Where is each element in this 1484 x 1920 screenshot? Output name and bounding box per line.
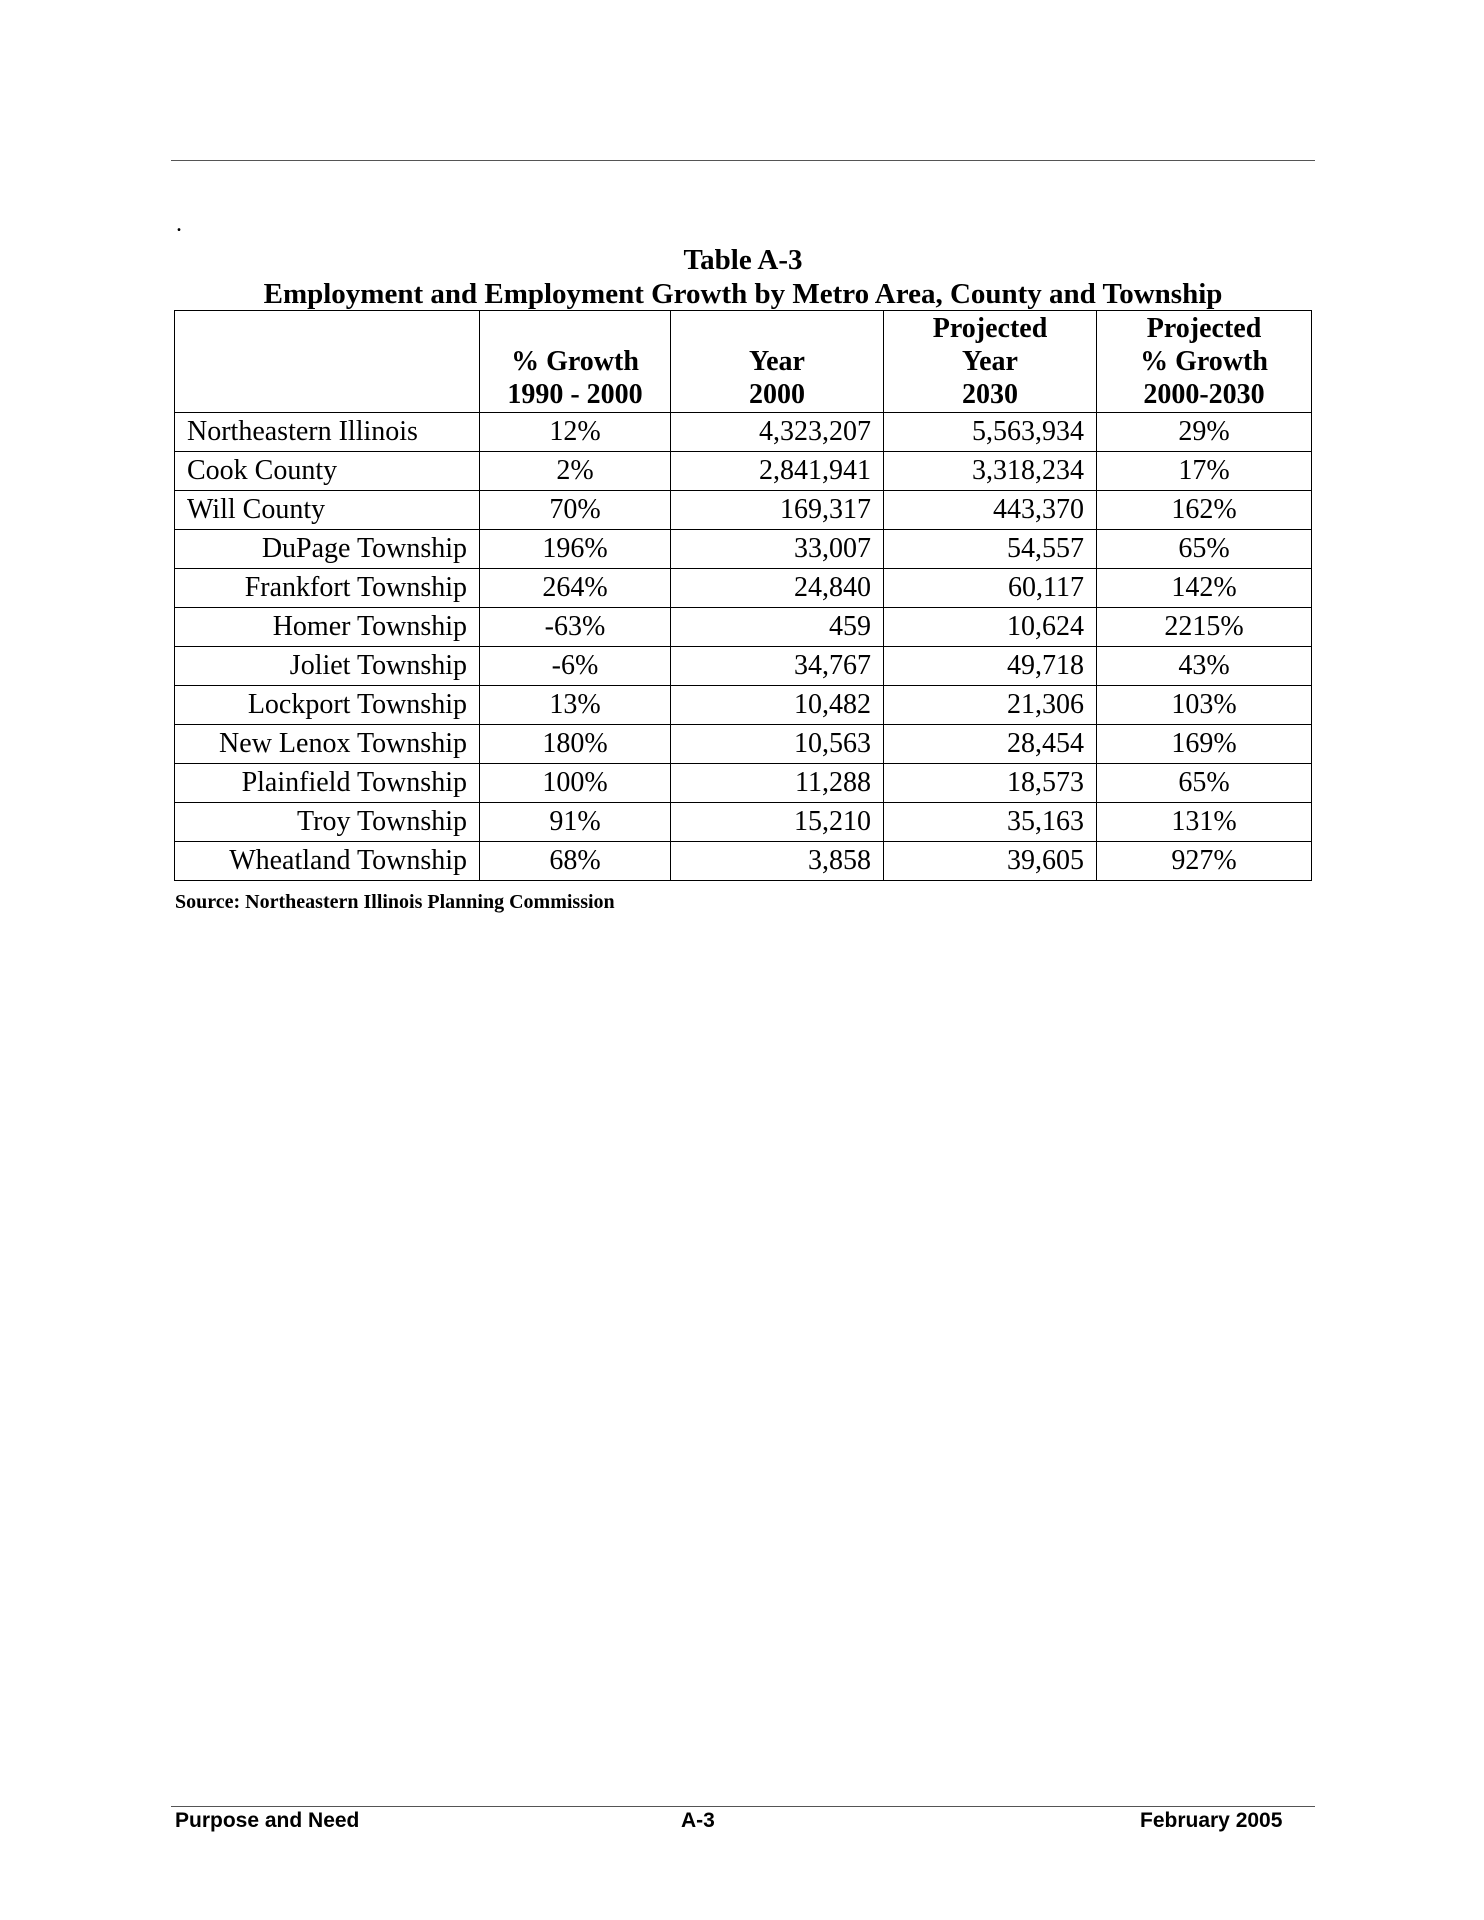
cell-growth-1990-2000: 91%	[480, 803, 671, 842]
cell-area-name: New Lenox Township	[175, 725, 480, 764]
cell-area-name: Plainfield Township	[175, 764, 480, 803]
cell-year-2000: 169,317	[671, 491, 884, 530]
table-row	[175, 452, 1312, 491]
table-body	[175, 413, 1312, 881]
cell-growth-1990-2000: 68%	[480, 842, 671, 881]
cell-growth-1990-2000: 100%	[480, 764, 671, 803]
cell-area-name: Lockport Township	[175, 686, 480, 725]
cell-growth-2000-2030: 29%	[1097, 413, 1312, 452]
cell-year-2000: 10,482	[671, 686, 884, 725]
cell-growth-1990-2000: -6%	[480, 647, 671, 686]
header-projected-2030	[884, 311, 1097, 413]
cell-year-2030: 39,605	[884, 842, 1097, 881]
header-year-2000	[671, 311, 884, 413]
header-line: 2000	[749, 379, 805, 410]
table-row	[175, 569, 1312, 608]
cell-area-name: Will County	[175, 491, 480, 530]
table-row	[175, 413, 1312, 452]
header-line: % Growth	[1140, 346, 1268, 377]
cell-year-2030: 18,573	[884, 764, 1097, 803]
cell-growth-2000-2030: 17%	[1097, 452, 1312, 491]
footer-rule	[171, 1806, 1315, 1807]
table-row	[175, 530, 1312, 569]
cell-year-2000: 11,288	[671, 764, 884, 803]
header-line: 1990 - 2000	[507, 379, 643, 410]
cell-area-name: Troy Township	[175, 803, 480, 842]
table-row	[175, 491, 1312, 530]
cell-year-2000: 33,007	[671, 530, 884, 569]
cell-year-2030: 5,563,934	[884, 413, 1097, 452]
cell-year-2030: 3,318,234	[884, 452, 1097, 491]
cell-growth-1990-2000: 196%	[480, 530, 671, 569]
cell-area-name: Frankfort Township	[175, 569, 480, 608]
table-row	[175, 686, 1312, 725]
cell-year-2000: 15,210	[671, 803, 884, 842]
cell-year-2000: 24,840	[671, 569, 884, 608]
cell-area-name: Joliet Township	[175, 647, 480, 686]
table-row	[175, 764, 1312, 803]
table-header-row	[175, 311, 1312, 413]
footer-section-title: Purpose and Need	[175, 1809, 360, 1832]
table-row	[175, 608, 1312, 647]
cell-growth-1990-2000: 13%	[480, 686, 671, 725]
table-row	[175, 725, 1312, 764]
cell-year-2030: 54,557	[884, 530, 1097, 569]
source-note: Source: Northeastern Illinois Planning Commission	[175, 891, 615, 913]
cell-growth-2000-2030: 142%	[1097, 569, 1312, 608]
cell-growth-2000-2030: 169%	[1097, 725, 1312, 764]
stray-mark: .	[176, 211, 182, 237]
cell-year-2030: 35,163	[884, 803, 1097, 842]
header-area	[175, 311, 480, 413]
table-row	[175, 842, 1312, 881]
cell-year-2000: 3,858	[671, 842, 884, 881]
cell-growth-1990-2000: 12%	[480, 413, 671, 452]
cell-year-2030: 49,718	[884, 647, 1097, 686]
employment-table	[174, 310, 1312, 881]
header-line: Year	[962, 346, 1018, 377]
cell-year-2030: 60,117	[884, 569, 1097, 608]
cell-growth-1990-2000: -63%	[480, 608, 671, 647]
cell-growth-2000-2030: 131%	[1097, 803, 1312, 842]
cell-year-2000: 459	[671, 608, 884, 647]
header-line: 2030	[962, 379, 1018, 410]
header-line: % Growth	[511, 346, 639, 377]
cell-year-2000: 34,767	[671, 647, 884, 686]
table-label: Table A-3	[683, 244, 803, 276]
cell-growth-1990-2000: 180%	[480, 725, 671, 764]
header-rule	[171, 160, 1315, 161]
cell-year-2030: 21,306	[884, 686, 1097, 725]
cell-area-name: Northeastern Illinois	[175, 413, 480, 452]
cell-growth-2000-2030: 65%	[1097, 764, 1312, 803]
cell-area-name: Homer Township	[175, 608, 480, 647]
cell-year-2030: 443,370	[884, 491, 1097, 530]
header-line: 2000-2030	[1143, 379, 1265, 410]
cell-area-name: DuPage Township	[175, 530, 480, 569]
cell-area-name: Cook County	[175, 452, 480, 491]
cell-growth-2000-2030: 43%	[1097, 647, 1312, 686]
cell-growth-1990-2000: 2%	[480, 452, 671, 491]
table-row	[175, 803, 1312, 842]
cell-growth-2000-2030: 927%	[1097, 842, 1312, 881]
cell-year-2000: 2,841,941	[671, 452, 884, 491]
header-growth-1990-2000	[480, 311, 671, 413]
header-projected-growth	[1097, 311, 1312, 413]
cell-growth-2000-2030: 162%	[1097, 491, 1312, 530]
cell-growth-1990-2000: 70%	[480, 491, 671, 530]
cell-year-2000: 10,563	[671, 725, 884, 764]
header-line: Year	[749, 346, 805, 377]
cell-year-2030: 10,624	[884, 608, 1097, 647]
header-line: Projected	[1146, 313, 1262, 344]
cell-growth-1990-2000: 264%	[480, 569, 671, 608]
cell-area-name: Wheatland Township	[175, 842, 480, 881]
cell-growth-2000-2030: 103%	[1097, 686, 1312, 725]
cell-growth-2000-2030: 2215%	[1097, 608, 1312, 647]
header-line: Projected	[932, 313, 1048, 344]
footer-date: February 2005	[1140, 1809, 1283, 1832]
cell-year-2000: 4,323,207	[671, 413, 884, 452]
table-title: Employment and Employment Growth by Metro Area, County and Township	[263, 278, 1223, 310]
cell-year-2030: 28,454	[884, 725, 1097, 764]
footer-page-number: A-3	[681, 1809, 715, 1832]
table-row	[175, 647, 1312, 686]
cell-growth-2000-2030: 65%	[1097, 530, 1312, 569]
